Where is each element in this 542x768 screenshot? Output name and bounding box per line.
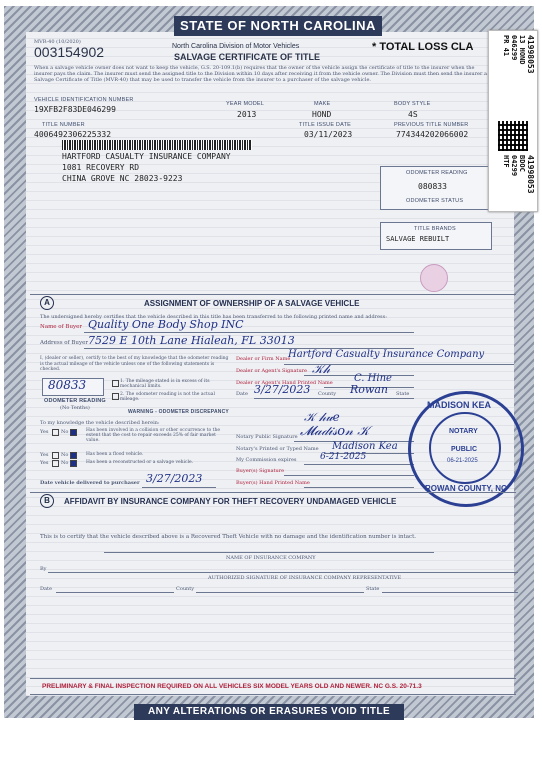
tracking-sticker xyxy=(488,30,538,212)
section-a-letter: A xyxy=(40,296,54,310)
q1-yes-label: Yes xyxy=(40,429,49,435)
year-value: 2013 xyxy=(237,110,257,119)
buyer-address-label: Address of Buyer xyxy=(40,340,88,346)
owner-name: HARTFORD CASUALTY INSURANCE COMPANY xyxy=(62,152,231,161)
printed-name-hand: C. Hine xyxy=(354,373,392,384)
company-label: NAME OF INSURANCE COMPANY xyxy=(226,555,316,561)
date-label: Date xyxy=(236,391,248,397)
knowledge-text: To my knowledge the vehicle described herein: xyxy=(40,420,160,426)
vin-label: VEHICLE IDENTIFICATION NUMBER xyxy=(34,97,134,103)
date-county-line xyxy=(254,398,414,399)
brands-value: SALVAGE REBUILT xyxy=(386,235,450,243)
inspection-bottom-line xyxy=(30,694,516,695)
date-hand: 3/27/2023 xyxy=(254,383,311,396)
odometer-status-label: ODOMETER STATUS xyxy=(406,198,464,204)
form-code: MVR-40 (10/2020) xyxy=(34,39,81,45)
commission-label: My Commission expires xyxy=(236,457,297,463)
b-date-label: Date xyxy=(40,586,52,592)
warning-label: WARNING - ODOMETER DISCREPANCY xyxy=(128,409,229,415)
buyer-name-label: Name of Buyer xyxy=(40,324,82,330)
buyer-name-line xyxy=(84,332,414,333)
county-label: County xyxy=(318,391,337,397)
issue-date-value: 03/11/2023 xyxy=(304,130,353,139)
brands-label: TITLE BRANDS xyxy=(414,226,456,232)
check-box-2[interactable] xyxy=(112,393,119,400)
q3-no-box[interactable] xyxy=(70,460,77,467)
q2-no-label: No xyxy=(61,452,69,458)
state-banner: STATE OF NORTH CAROLINA xyxy=(174,16,382,36)
stamp-expires: 06-21-2025 xyxy=(447,458,478,464)
sticker-qr-icon xyxy=(498,121,528,151)
auth-signature-label: AUTHORIZED SIGNATURE OF INSURANCE COMPANY REPRESENTATIVE xyxy=(208,575,402,581)
title-number-label: TITLE NUMBER xyxy=(42,122,85,128)
odometer-reading-label: ODOMETER READING xyxy=(44,398,106,404)
title-barcode xyxy=(62,140,252,150)
check-2-text: 2. The odometer reading is not the actual mileage. xyxy=(120,392,215,402)
commission-hand: 6-21-2025 xyxy=(320,452,367,462)
b-county-line xyxy=(196,592,364,593)
notary-signature-label: Notary Public Signature xyxy=(236,434,298,440)
make-label: MAKE xyxy=(314,101,331,107)
check-box-1[interactable] xyxy=(112,380,119,387)
section-b-text: This is to certify that the vehicle described above is a Recovered Theft Vehicle with no damage and the identification number is intact. xyxy=(40,534,417,540)
notary-stamp xyxy=(408,391,524,507)
buyer-printed-line xyxy=(304,487,414,488)
section-b-letter: B xyxy=(40,494,54,508)
sticker-bdoc: BDOC xyxy=(518,155,526,172)
b-state-label: State xyxy=(366,586,380,592)
county-hand: Rowan xyxy=(350,383,388,396)
buyer-signature-label: Buyer(s) Signature xyxy=(236,468,285,474)
q3-text: Has been a reconstructed or a salvage vehicle. xyxy=(86,460,194,465)
inspection-top-line xyxy=(30,678,516,679)
q2-yes-box[interactable] xyxy=(52,452,59,459)
sticker-id-top: 41998053 xyxy=(526,35,535,74)
inspection-notice: PRELIMINARY & FINAL INSPECTION REQUIRED ON ALL VEHICLES SIX MODEL YEARS OLD AND NEWER. NC G.S. 20-71.3 xyxy=(42,683,422,690)
dealer-name-hand: Hartford Casualty Insurance Company xyxy=(288,349,485,360)
q3-yes-box[interactable] xyxy=(52,460,59,467)
sticker-vin-tail: 046299 xyxy=(510,35,518,61)
body-label: BODY STYLE xyxy=(394,101,431,107)
stamp-notary: NOTARY xyxy=(449,428,478,435)
printed-name-label: Dealer or Agent's Hand Printed Name xyxy=(236,380,333,386)
q3-no-label: No xyxy=(61,460,69,466)
odometer-label: ODOMETER READING xyxy=(406,170,468,176)
section-b-title: AFFIDAVIT BY INSURANCE COMPANY FOR THEFT RECOVERY UNDAMAGED VEHICLE xyxy=(64,497,397,506)
q2-no-box[interactable] xyxy=(70,452,77,459)
buyer-name-hand: Quality One Body Shop INC xyxy=(88,318,244,331)
check-1-text: 1. The mileage stated is in excess of its mechanical limits. xyxy=(120,379,210,389)
q1-no-box[interactable] xyxy=(70,429,77,436)
buyer-address-hand: 7529 E 10th Lane Hialeah, FL 33013 xyxy=(88,334,295,347)
delivered-label: Date vehicle delivered to purchaser xyxy=(40,480,140,486)
witness-signature-icon: 𝒦 𝒽𝓊𝑒 xyxy=(304,410,340,424)
dealer-name-label: Dealer or Firm Name xyxy=(236,356,291,362)
dealer-signature-icon: 𝒦𝒽 xyxy=(312,362,331,376)
odometer-no-tenths: (No Tenths) xyxy=(60,405,90,411)
prev-title-label: PREVIOUS TITLE NUMBER xyxy=(394,122,469,128)
b-county-label: County xyxy=(176,586,195,592)
q2-yes-label: Yes xyxy=(40,452,49,458)
odometer-hand: 80833 xyxy=(48,378,87,392)
division-name: North Carolina Division of Motor Vehicles xyxy=(172,43,300,50)
delivered-line xyxy=(142,487,216,488)
delivered-hand: 3/27/2023 xyxy=(146,472,203,485)
body-value: 4S xyxy=(408,110,418,119)
year-label: YEAR MODEL xyxy=(226,101,265,107)
section-a-title: ASSIGNMENT OF OWNERSHIP OF A SALVAGE VEHICLE xyxy=(144,299,360,308)
by-line xyxy=(48,572,518,573)
title-document xyxy=(4,6,534,718)
notary-name-label: Notary's Printed or Typed Name xyxy=(236,446,319,452)
section-a-divider xyxy=(30,294,516,295)
owner-city: CHINA GROVE NC 28023-9223 xyxy=(62,174,183,183)
prev-title-value: 774344202066002 xyxy=(396,130,469,139)
sticker-code: 04299 xyxy=(510,155,518,177)
q3-yes-label: Yes xyxy=(40,460,49,466)
intro-text: When a salvage vehicle owner does not want to keep the vehicle, G.S. 20-109.1(b) requires that the owner of the vehicle assign the certificate of title to the insurer when the insurer pays the claim. The insurer must send the assigned title to the Division within 10 days after receiving it from the vehicle owner. The Division must then send the insurer a Salvage Certificate of Title (MVR-40) that may be used to transfer the vehicle from the insurer to a purchaser of the salvage vehicle. xyxy=(34,65,487,83)
void-banner: ANY ALTERATIONS OR ERASURES VOID TITLE xyxy=(134,704,404,720)
section-b-divider xyxy=(30,492,516,493)
q1-text: Has been involved in a collision or other occurrence to the extent that the cost to repair exceeds 25% of fair market value. xyxy=(86,428,221,443)
stamp-public: PUBLIC xyxy=(451,446,478,453)
control-number: 003154902 xyxy=(34,44,105,60)
notary-name-hand: Madison Kea xyxy=(332,441,398,452)
section-a-intro: The undersigned hereby certifies that the vehicle described in this title has been transferred to the following printed name and address: xyxy=(40,314,387,320)
sticker-id-bottom: 41998053 xyxy=(526,155,535,194)
dealer-signature-label: Dealer or Agent's Signature xyxy=(236,368,308,374)
odometer-certify-text: I, (dealer or seller), certify to the best of my knowledge that the odometer reading is the actual mileage of the vehicle unless one of the following statements is checked. xyxy=(40,356,229,372)
buyer-signature-line xyxy=(284,475,414,476)
owner-street: 1081 RECOVERY RD xyxy=(62,163,140,172)
make-value: HOND xyxy=(312,110,332,119)
q1-yes-box[interactable] xyxy=(52,429,59,436)
title-number-value: 4006492306225332 xyxy=(34,130,112,139)
by-label: By xyxy=(40,566,47,572)
sticker-htf: HTF xyxy=(502,155,510,168)
issue-date-label: TITLE ISSUE DATE xyxy=(299,122,351,128)
vin-value: 19XFB2F83DE046299 xyxy=(34,105,116,114)
sticker-make: 13 HOND xyxy=(518,35,526,65)
b-state-line xyxy=(382,592,518,593)
buyer-printed-label: Buyer(s) Hand Printed Name xyxy=(236,480,310,486)
sticker-pr: PR 41 xyxy=(502,35,510,57)
state-label: State xyxy=(396,391,410,397)
stamp-name: MADISON KEA xyxy=(427,400,492,410)
stamp-county: ROWAN COUNTY, NC xyxy=(425,484,507,493)
q1-no-label: No xyxy=(61,429,69,435)
b-date-line xyxy=(56,592,174,593)
q2-text: Has been a flood vehicle. xyxy=(86,452,144,457)
commission-line xyxy=(304,464,414,465)
company-line xyxy=(104,552,434,553)
document-title: SALVAGE CERTIFICATE OF TITLE xyxy=(174,52,320,62)
notary-signature-icon: 𝓜𝒶𝒹𝒾𝓈𝑜𝓃 𝒦 xyxy=(300,424,370,439)
state-seal-icon xyxy=(420,264,448,292)
total-loss-label: * TOTAL LOSS CLA xyxy=(372,41,474,53)
odometer-value: 080833 xyxy=(418,182,447,191)
